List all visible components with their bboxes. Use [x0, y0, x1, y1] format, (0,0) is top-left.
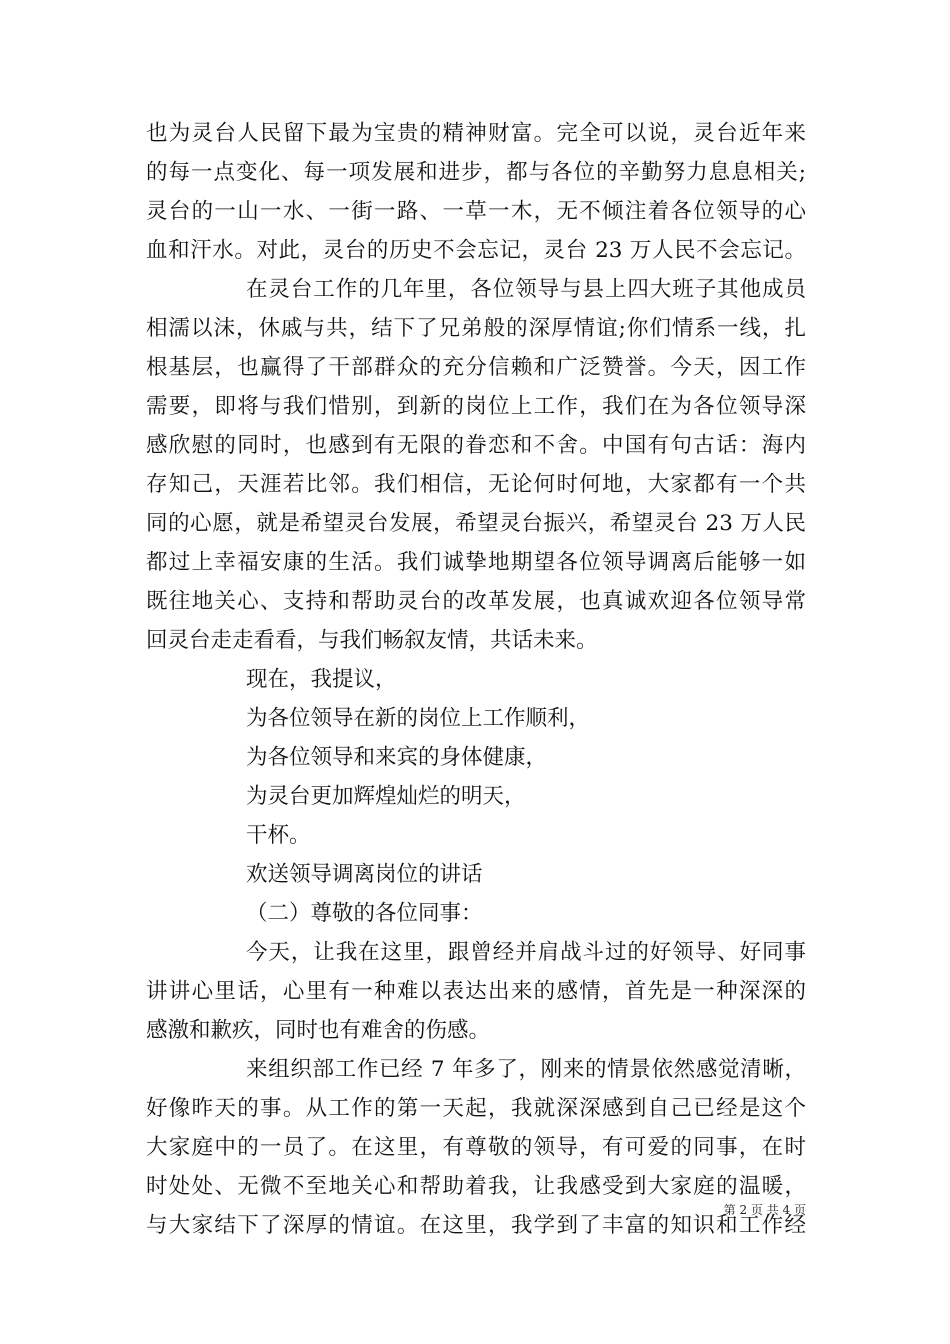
toast-line: 为灵台更加辉煌灿烂的明天， — [246, 784, 526, 809]
text-line: 感欣慰的同时，也感到有无限的眷恋和不舍。中国有句古话：海内 — [146, 433, 806, 458]
toast-line: 干杯。 — [246, 823, 311, 848]
text-line: 既往地关心、支持和帮助灵台的改革发展，也真诚欢迎各位领导常 — [146, 589, 806, 614]
text-line: 血和汗水。对此，灵台的历史不会忘记，灵台 23 万人民不会忘记。 — [146, 238, 806, 263]
text-line: 灵台的一山一水、一街一路、一草一木，无不倾注着各位领导的心 — [146, 199, 806, 224]
text-line: 讲讲心里话，心里有一种难以表达出来的感情，首先是一种深深的 — [146, 979, 806, 1004]
paragraph-first-line: 在灵台工作的几年里，各位领导与县上四大班子其他成员 — [246, 277, 806, 302]
toast-line: 为各位领导和来宾的身体健康， — [246, 745, 548, 770]
paragraph-first-line: 来组织部工作已经 7 年多了，刚来的情景依然感觉清晰， — [246, 1057, 806, 1082]
text-line: 好像昨天的事。从工作的第一天起，我就深深感到自己已经是这个 — [146, 1096, 806, 1121]
text-line: 与大家结下了深厚的情谊。在这里，我学到了丰富的知识和工作经 — [146, 1213, 806, 1238]
paragraph-first-line: 今天，让我在这里，跟曾经并肩战斗过的好领导、好同事 — [246, 940, 806, 965]
text-line: 同的心愿，就是希望灵台发展，希望灵台振兴，希望灵台 23 万人民 — [146, 511, 806, 536]
text-line: 回灵台走走看看，与我们畅叙友情，共话未来。 — [146, 628, 598, 653]
section-title: 欢送领导调离岗位的讲话 — [246, 862, 483, 887]
text-line: 相濡以沫，休戚与共，结下了兄弟般的深厚情谊;你们情系一线，扎 — [146, 316, 806, 341]
text-line: 的每一点变化、每一项发展和进步，都与各位的辛勤努力息息相关; — [146, 160, 806, 185]
text-line: 根基层，也赢得了干部群众的充分信赖和广泛赞誉。今天，因工作 — [146, 355, 806, 380]
text-line: 需要，即将与我们惜别，到新的岗位上工作，我们在为各位领导深 — [146, 394, 806, 419]
text-line: 感激和歉疚，同时也有难舍的伤感。 — [146, 1018, 491, 1043]
text-line: 都过上幸福安康的生活。我们诚挚地期望各位领导调离后能够一如 — [146, 550, 806, 575]
text-line: 也为灵台人民留下最为宝贵的精神财富。完全可以说，灵台近年来 — [146, 121, 806, 146]
text-line: 时处处、无微不至地关心和帮助着我，让我感受到大家庭的温暖， — [146, 1174, 806, 1199]
text-line: 存知己，天涯若比邻。我们相信，无论何时何地，大家都有一个共 — [146, 472, 806, 497]
toast-line: 为各位领导在新的岗位上工作顺利， — [246, 706, 591, 731]
toast-line: 现在，我提议， — [246, 667, 397, 692]
text-line: 大家庭中的一员了。在这里，有尊敬的领导，有可爱的同事，在时 — [146, 1135, 806, 1160]
salutation: （二）尊敬的各位同事： — [246, 901, 483, 926]
page-number: 第 2 页 共 4 页 — [723, 1203, 806, 1217]
